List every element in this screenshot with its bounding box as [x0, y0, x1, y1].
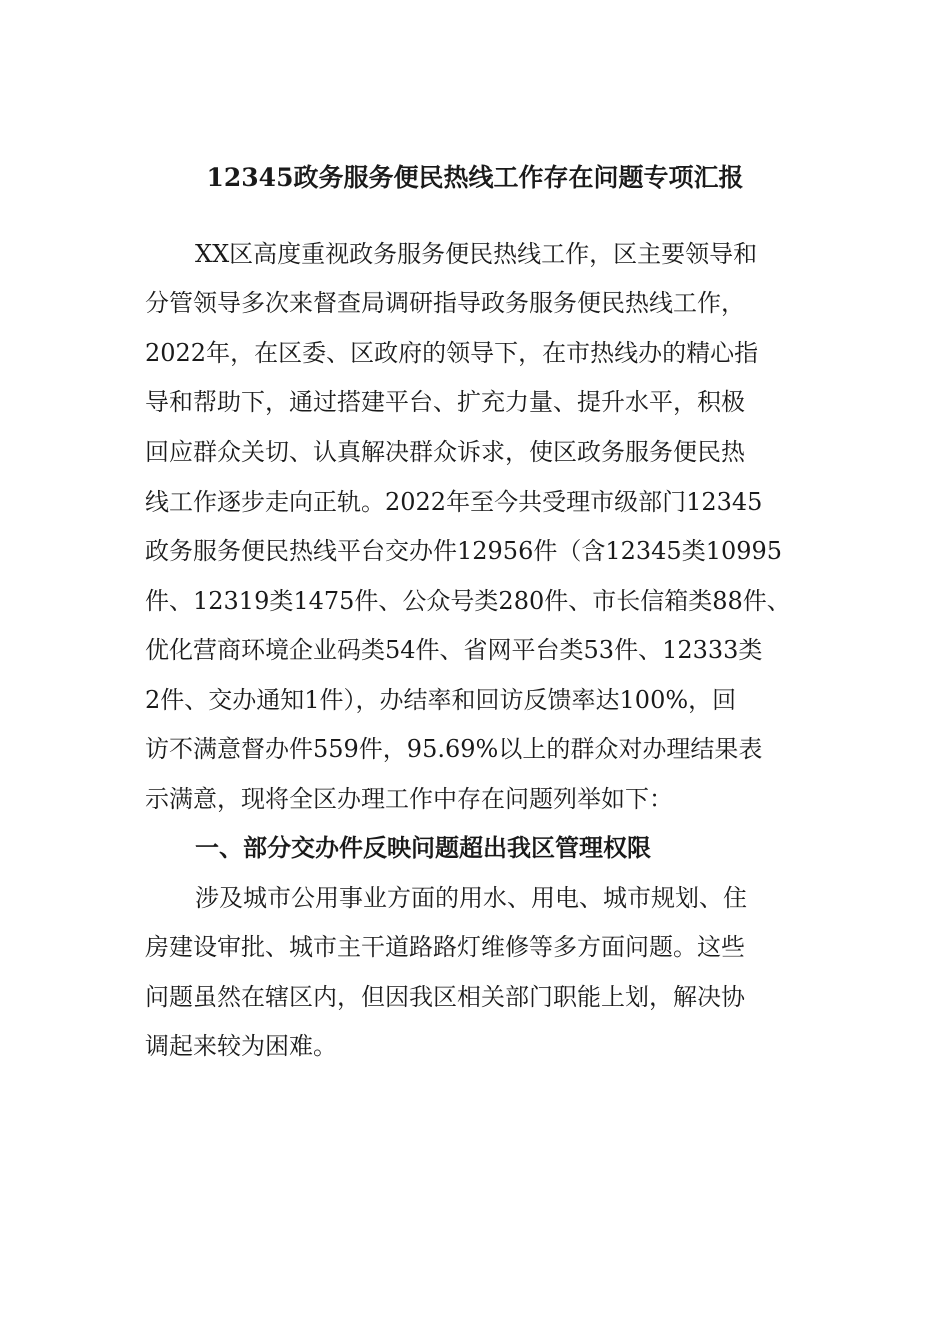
- paragraph-1-line-7: 政务服务便民热线平台交办件12956件（含12345类10995: [145, 537, 783, 565]
- paragraph-1-line-6: 线工作逐步走向正轨。2022年至今共受理市级部门12345: [145, 488, 763, 516]
- paragraph-1-line-3: 2022年，在区委、区政府的领导下，在市热线办的精心指: [145, 339, 759, 367]
- document-title: 12345政务服务便民热线工作存在问题专项汇报: [206, 163, 744, 192]
- paragraph-1-line-2: 分管领导多次来督查局调研指导政务服务便民热线工作，: [145, 289, 745, 317]
- paragraph-1-line-9: 优化营商环境企业码类54件、省网平台类53件、12333类: [145, 636, 763, 664]
- paragraph-2-line-4: 调起来较为困难。: [145, 1032, 337, 1060]
- paragraph-1-line-1: XX区高度重视政务服务便民热线工作，区主要领导和: [195, 240, 758, 268]
- paragraph-1-line-4: 导和帮助下，通过搭建平台、扩充力量、提升水平，积极: [145, 388, 745, 416]
- paragraph-1-line-8: 件、12319类1475件、公众号类280件、市长信箱类88件、: [145, 587, 791, 615]
- paragraph-2-line-3: 问题虽然在辖区内，但因我区相关部门职能上划，解决协: [145, 983, 745, 1011]
- paragraph-1-line-11: 访不满意督办件559件，95.69%以上的群众对办理结果表: [145, 735, 763, 763]
- paragraph-2-line-2: 房建设审批、城市主干道路路灯维修等多方面问题。这些: [145, 933, 745, 961]
- paragraph-1-line-5: 回应群众关切、认真解决群众诉求，使区政务服务便民热: [145, 438, 745, 466]
- paragraph-1-line-12: 示满意，现将全区办理工作中存在问题列举如下：: [145, 785, 673, 813]
- paragraph-2-line-1: 涉及城市公用事业方面的用水、用电、城市规划、住: [195, 884, 747, 912]
- section-1-heading: 一、部分交办件反映问题超出我区管理权限: [195, 833, 651, 862]
- paragraph-1-line-10: 2件、交办通知1件），办结率和回访反馈率达100%，回: [145, 686, 737, 714]
